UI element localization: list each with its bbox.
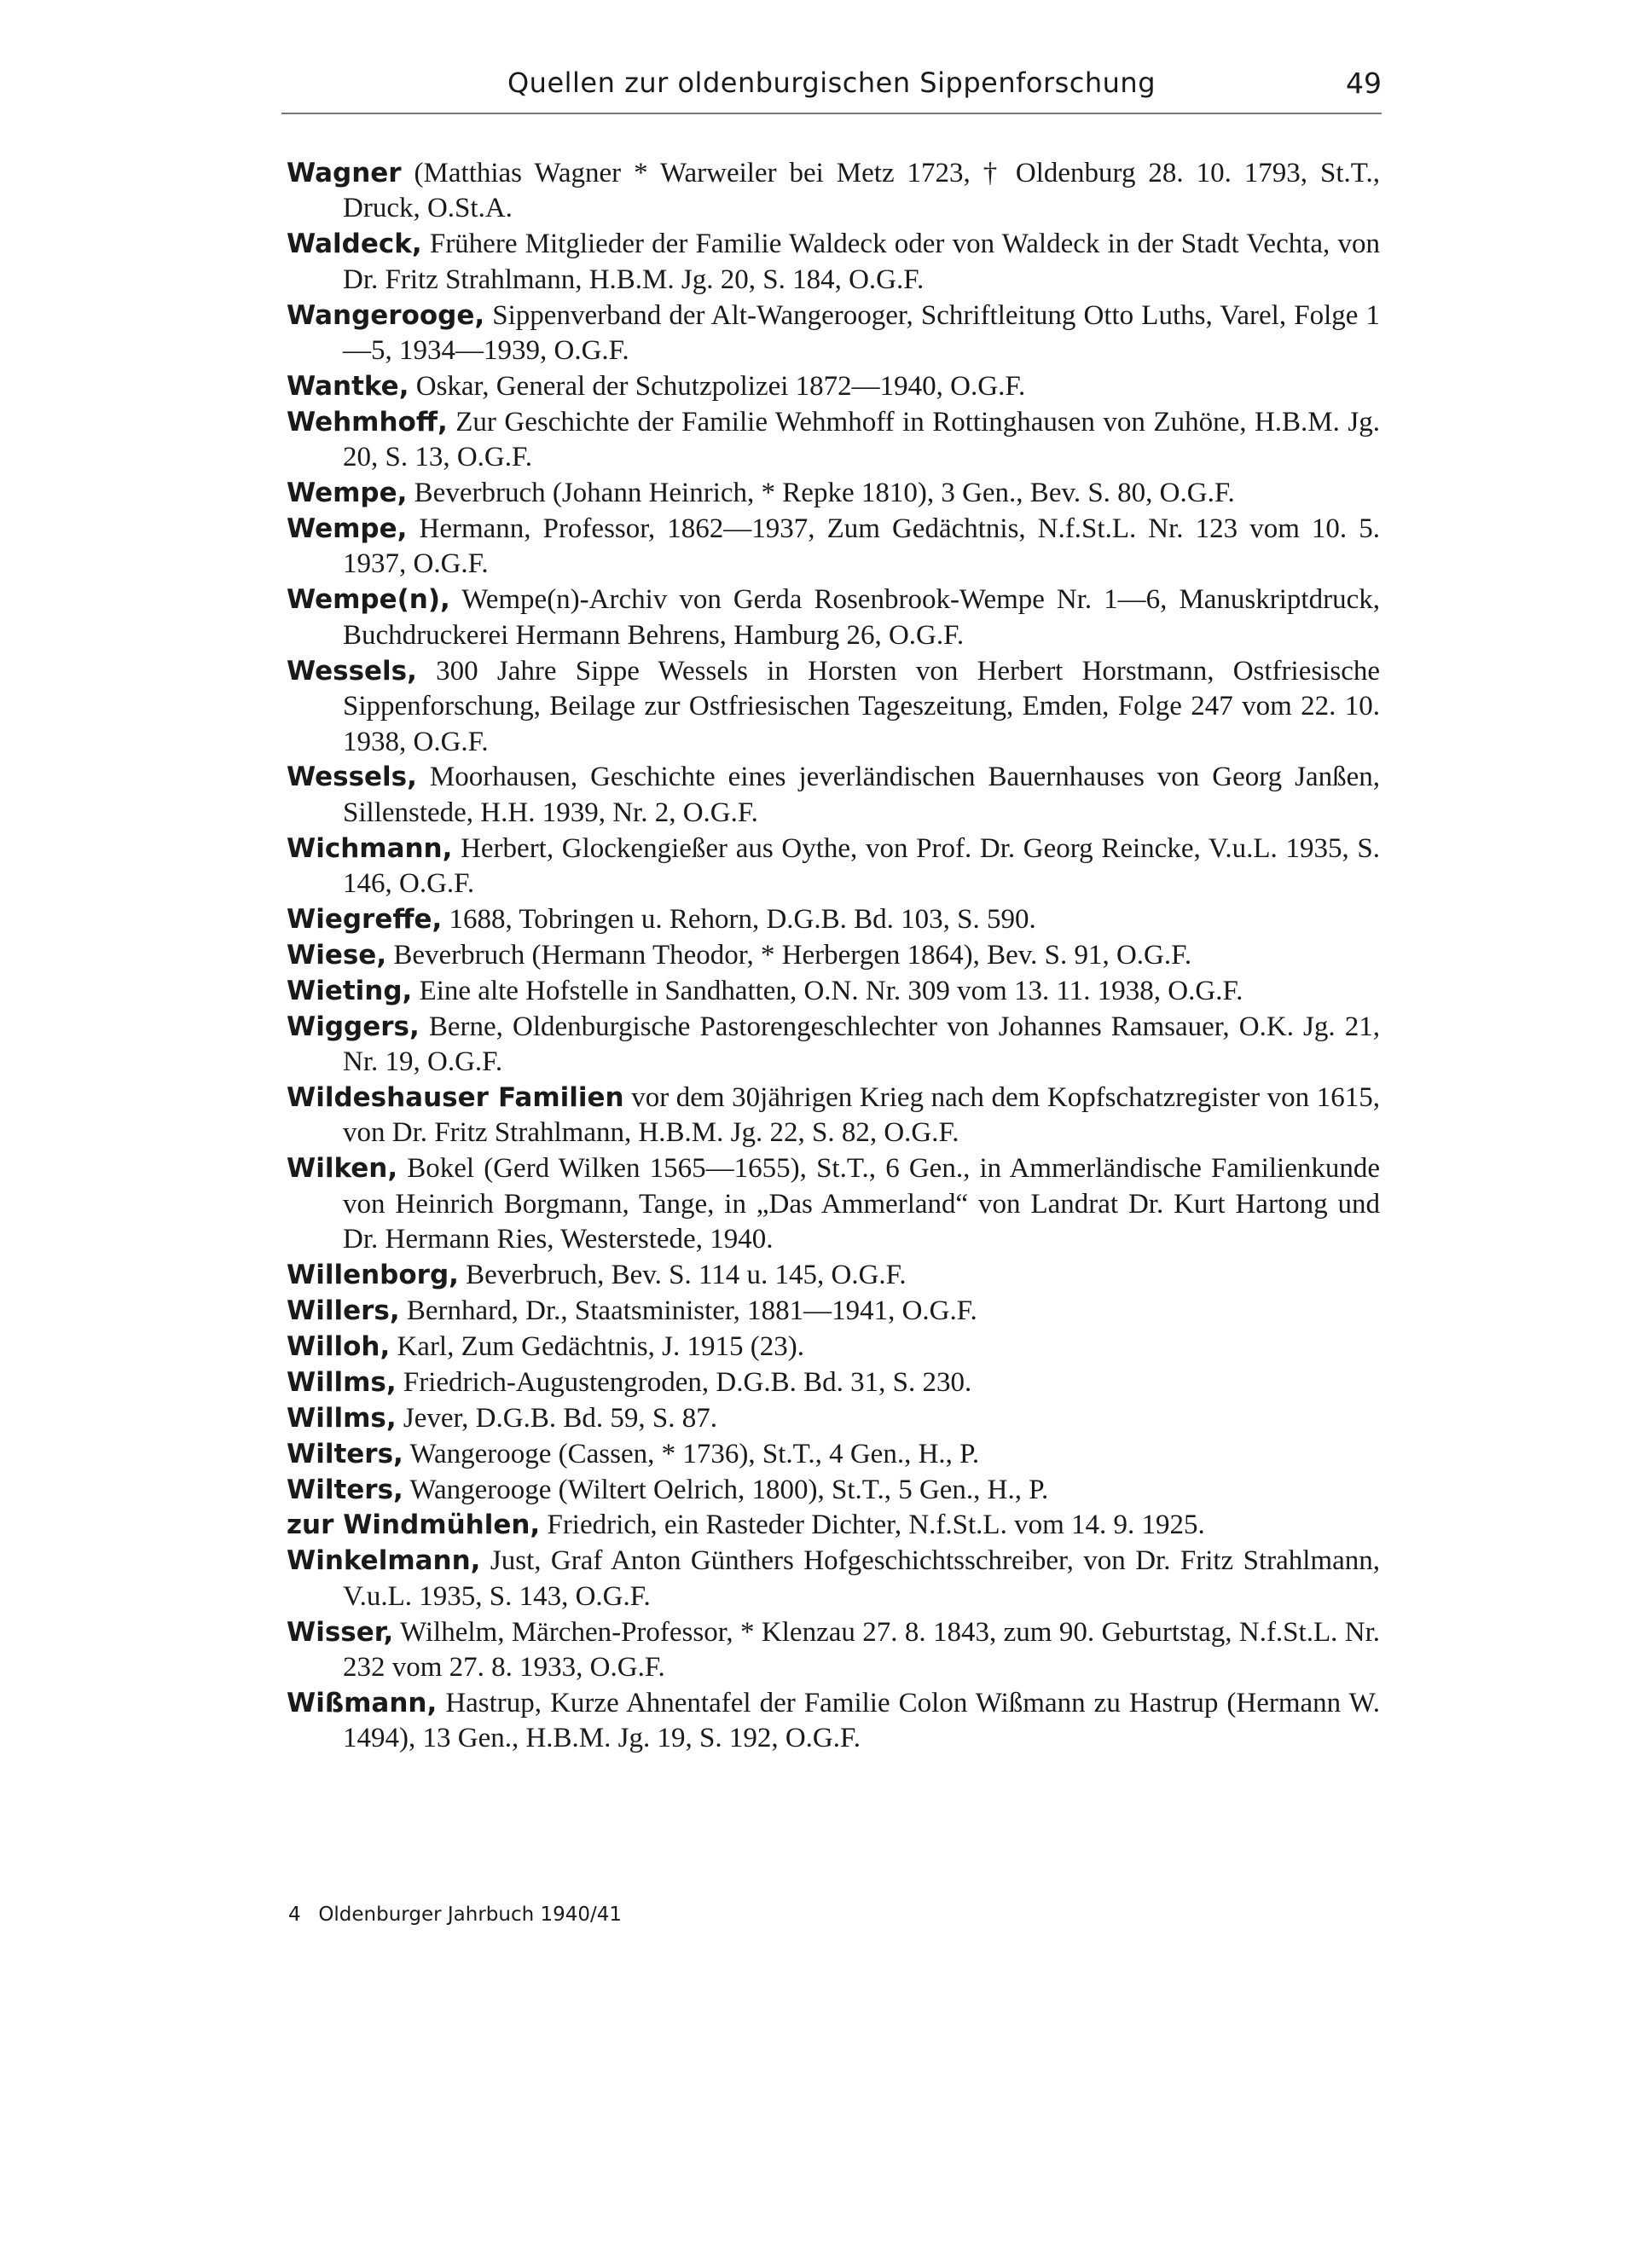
entry-headword: Wagner bbox=[287, 158, 402, 188]
entry-headword: Waldeck, bbox=[287, 229, 422, 260]
entry-headword: Wiggers, bbox=[287, 1011, 420, 1042]
running-head bbox=[281, 67, 1382, 111]
entry-headword: Wieting, bbox=[287, 975, 413, 1006]
entry-text: Friedrich, ein Rasteder Dichter, N.f.St.L. vom 14. 9. 1925. bbox=[540, 1510, 1205, 1541]
list-item bbox=[287, 1151, 1380, 1257]
entry-text: Zur Geschichte der Familie Wehmhoff in Rottinghausen von Zuhöne, H.B.M. Jg. 20, S. 13, O.G.F. bbox=[343, 406, 1380, 473]
entry-text: 1688, Tobringen u. Rehorn, D.G.B. Bd. 103, S. 590. bbox=[442, 904, 1036, 936]
list-item bbox=[287, 1508, 1380, 1543]
list-item bbox=[287, 938, 1380, 973]
entry-text: Karl, Zum Gedächtnis, J. 1915 (23). bbox=[390, 1330, 804, 1362]
entry-headword: Wempe(n), bbox=[287, 584, 450, 616]
entry-text: 300 Jahre Sippe Wessels in Horsten von Herbert Horstmann, Ostfriesische Sippenforschung, Beilage zur Ostfriesischen Tageszeitung, Emden, Folge 247 vom 22. 10. 1938, O.G.F. bbox=[343, 655, 1380, 757]
entry-text: Bokel (Gerd Wilken 1565—1655), St.T., 6 Gen., in Ammerländische Familienkunde von Heinrich Borgmann, Tange, in „Das Ammerland“ von Landrat Dr. Kurt Hartong und Dr. Hermann Ries, Westerstede, 1940. bbox=[343, 1153, 1380, 1255]
list-item bbox=[287, 1544, 1380, 1614]
entry-text: Hastrup, Kurze Ahnentafel der Familie Colon Wißmann zu Hastrup (Hermann W. 1494), 13 Gen., H.B.M. Jg. 19, S. 192, O.G.F. bbox=[343, 1687, 1380, 1754]
entry-text: vor dem 30jährigen Krieg nach dem Kopfschatzregister von 1615, von Dr. Fritz Strahlmann, H.B.M. Jg. 22, S. 82, O.G.F. bbox=[343, 1082, 1381, 1149]
entry-text: Wilhelm, Märchen-Professor, * Klenzau 27. 8. 1843, zum 90. Geburtstag, N.f.St.L. Nr. 232 vom 27. 8. 1933, O.G.F. bbox=[343, 1616, 1380, 1684]
entry-headword: Wisser, bbox=[287, 1616, 394, 1648]
list-item bbox=[287, 654, 1380, 760]
entry-text: Eine alte Hofstelle in Sandhatten, O.N. Nr. 309 vom 13. 11. 1938, O.G.F. bbox=[412, 975, 1243, 1006]
list-item bbox=[287, 1010, 1380, 1081]
entry-text: Friedrich-Augustengroden, D.G.B. Bd. 31, S. 230. bbox=[396, 1366, 972, 1398]
entry-headword: Wiese, bbox=[287, 939, 387, 971]
entry-headword: Winkelmann, bbox=[287, 1545, 481, 1577]
list-item bbox=[287, 1686, 1380, 1757]
entry-headword: Willms, bbox=[287, 1366, 397, 1398]
signature-number: 4 bbox=[288, 1904, 301, 1926]
entry-text: Moorhausen, Geschichte eines jeverländischen Bauernhauses von Georg Janßen, Sillenstede, H.H. 1939, Nr. 2, O.G.F. bbox=[343, 762, 1380, 828]
entry-text: (Matthias Wagner * Warweiler bei Metz 1723, † Oldenburg 28. 10. 1793, St.T., Druck, O.St.A. bbox=[343, 158, 1380, 224]
entry-headword: Willoh, bbox=[287, 1330, 391, 1362]
list-item bbox=[287, 512, 1380, 582]
entry-text: Oskar, General der Schutzpolizei 1872—1940, O.G.F. bbox=[409, 370, 1026, 402]
list-item bbox=[287, 1365, 1380, 1400]
running-title: Quellen zur oldenburgischen Sippenforschung bbox=[507, 67, 1156, 99]
entry-headword: Wempe, bbox=[287, 513, 408, 545]
list-item bbox=[287, 1615, 1380, 1686]
entry-text: Herbert, Glockengießer aus Oythe, von Prof. Dr. Georg Reincke, V.u.L. 1935, S. 146, O.G.F. bbox=[343, 832, 1380, 900]
entry-headword: zur Windmühlen, bbox=[287, 1510, 541, 1541]
list-item bbox=[287, 902, 1380, 937]
list-item bbox=[287, 582, 1380, 653]
list-item bbox=[287, 369, 1380, 404]
entry-headword: Wildeshauser Familien bbox=[287, 1082, 624, 1114]
entry-headword: Wichmann, bbox=[287, 832, 453, 864]
entry-headword: Wilters, bbox=[287, 1438, 403, 1469]
entry-headword: Wißmann, bbox=[287, 1687, 438, 1718]
list-item bbox=[287, 156, 1380, 227]
entry-headword: Wessels, bbox=[287, 762, 417, 793]
signature-text: Oldenburger Jahrbuch 1940/41 bbox=[318, 1904, 623, 1926]
entry-headword: Wessels, bbox=[287, 655, 417, 687]
entry-text: Beverbruch (Johann Heinrich, * Repke 1810), 3 Gen., Bev. S. 80, O.G.F. bbox=[407, 478, 1235, 509]
entry-headword: Wangerooge, bbox=[287, 299, 485, 331]
list-item bbox=[287, 298, 1380, 369]
list-item bbox=[287, 1437, 1380, 1472]
entry-headword: Wiegreffe, bbox=[287, 904, 443, 936]
entry-text: Berne, Oldenburgische Pastorengeschlechter von Johannes Ramsauer, O.K. Jg. 21, Nr. 19, O.G.F. bbox=[343, 1011, 1380, 1078]
entry-headword: Wantke, bbox=[287, 370, 409, 402]
entry-text: Wangerooge (Cassen, * 1736), St.T., 4 Gen., H., P. bbox=[403, 1438, 980, 1469]
entry-headword: Willenborg, bbox=[287, 1260, 459, 1291]
entry-list bbox=[287, 156, 1380, 1757]
list-item bbox=[287, 1401, 1380, 1436]
entry-text: Beverbruch, Bev. S. 114 u. 145, O.G.F. bbox=[458, 1260, 907, 1291]
entry-text: Jever, D.G.B. Bd. 59, S. 87. bbox=[396, 1402, 717, 1434]
entry-text: Hermann, Professor, 1862—1937, Zum Gedächtnis, N.f.St.L. Nr. 123 vom 10. 5. 1937, O.G.F. bbox=[343, 513, 1380, 580]
list-item bbox=[287, 1081, 1380, 1151]
list-item bbox=[287, 1330, 1380, 1365]
list-item bbox=[287, 1258, 1380, 1293]
entry-headword: Wempe, bbox=[287, 478, 408, 509]
list-item bbox=[287, 476, 1380, 511]
signature-footer bbox=[288, 1904, 622, 1926]
entry-text: Bernhard, Dr., Staatsminister, 1881—1941, O.G.F. bbox=[399, 1295, 977, 1326]
entry-headword: Wilters, bbox=[287, 1474, 403, 1505]
entry-headword: Wehmhoff, bbox=[287, 406, 448, 438]
list-item bbox=[287, 1294, 1380, 1329]
list-item bbox=[287, 760, 1380, 831]
entry-text: Beverbruch (Hermann Theodor, * Herbergen 1864), Bev. S. 91, O.G.F. bbox=[386, 939, 1192, 971]
page-number: 49 bbox=[1346, 67, 1382, 100]
list-item bbox=[287, 974, 1380, 1009]
entry-headword: Wilken, bbox=[287, 1153, 398, 1185]
list-item bbox=[287, 1473, 1380, 1508]
entry-headword: Willms, bbox=[287, 1402, 397, 1434]
header-rule bbox=[281, 113, 1382, 114]
list-item bbox=[287, 832, 1380, 902]
entry-text: Just, Graf Anton Günthers Hofgeschichtsschreiber, von Dr. Fritz Strahlmann, V.u.L. 1935, S. 143, O.G.F. bbox=[343, 1545, 1380, 1612]
entry-text: Sippenverband der Alt-Wangerooger, Schriftleitung Otto Luths, Varel, Folge 1—5, 1934—1939, O.G.F. bbox=[343, 299, 1380, 367]
entry-text: Frühere Mitglieder der Familie Waldeck oder von Waldeck in der Stadt Vechta, von Dr. Fritz Strahlmann, H.B.M. Jg. 20, S. 184, O.G.F. bbox=[343, 229, 1380, 295]
entry-text: Wangerooge (Wiltert Oelrich, 1800), St.T., 5 Gen., H., P. bbox=[403, 1474, 1049, 1505]
entry-text: Wempe(n)-Archiv von Gerda Rosenbrook-Wempe Nr. 1—6, Manuskriptdruck, Buchdruckerei Hermann Behrens, Hamburg 26, O.G.F. bbox=[343, 584, 1380, 651]
list-item bbox=[287, 405, 1380, 476]
list-item bbox=[287, 227, 1380, 298]
entry-headword: Willers, bbox=[287, 1295, 400, 1326]
